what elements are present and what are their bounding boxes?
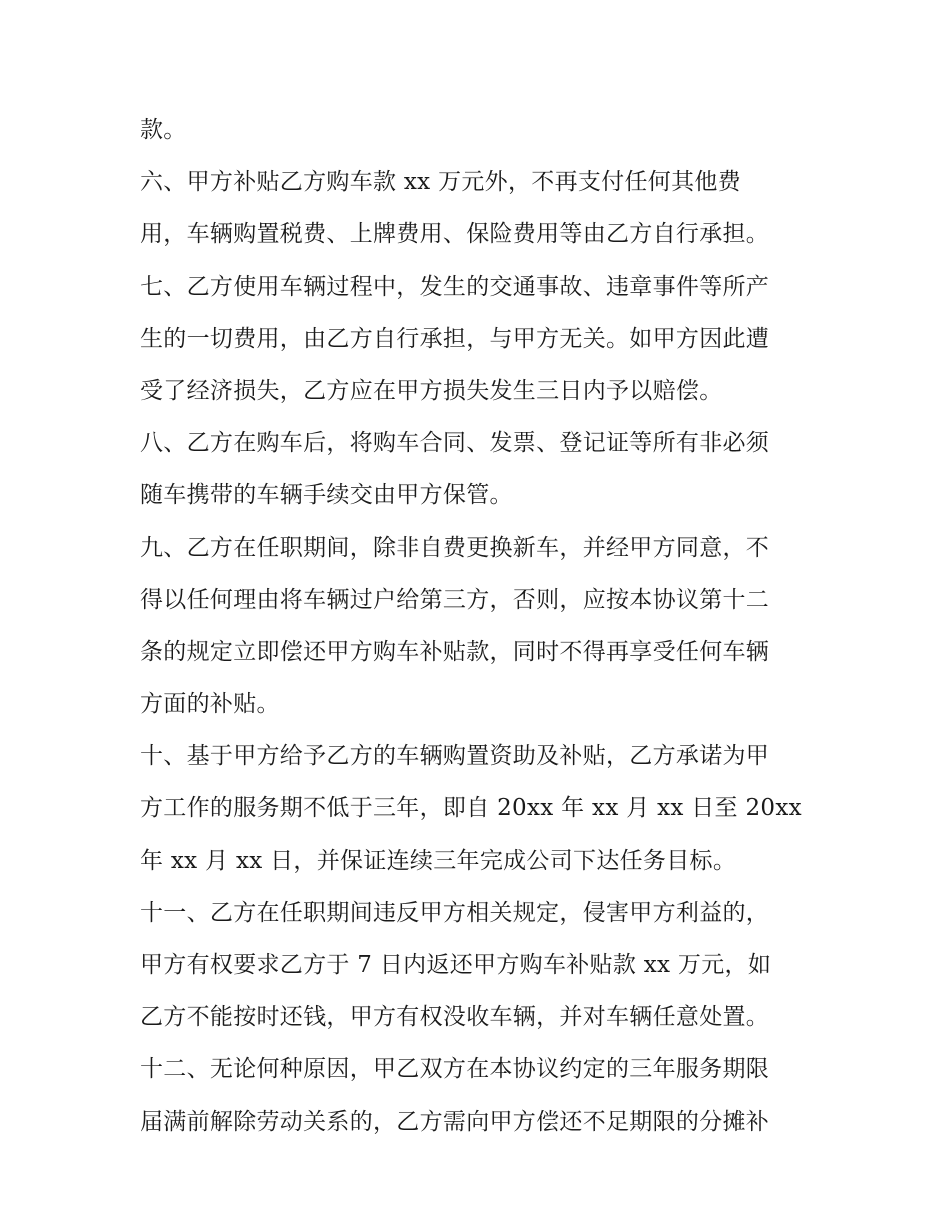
text-line-6: 受了经济损失，乙方应在甲方损失发生三日内予以赔偿。 — [140, 377, 723, 404]
text-line-7: 八、乙方在购车后，将购车合同、发票、登记证等所有非必须 — [140, 430, 770, 457]
text-line-4: 七、乙方使用车辆过程中，发生的交通事故、违章事件等所产 — [140, 273, 770, 300]
text-line-3: 用，车辆购置税费、上牌费用、保险费用等由乙方自行承担。 — [140, 221, 770, 248]
text-line-14: 方工作的服务期不低于三年，即自 20xx 年 xx 月 xx 日至 20xx — [140, 795, 802, 822]
text-line-17: 甲方有权要求乙方于 7 日内返还甲方购车补贴款 xx 万元，如 — [140, 952, 772, 978]
text-line-11: 条的规定立即偿还甲方购车补贴款，同时不得再享受任何车辆 — [140, 638, 770, 665]
text-line-13: 十、基于甲方给予乙方的车辆购置资助及补贴，乙方承诺为甲 — [140, 743, 770, 770]
text-line-19: 十二、无论何种原因，甲乙双方在本协议约定的三年服务期限 — [140, 1056, 770, 1083]
text-line-8: 随车携带的车辆手续交由甲方保管。 — [140, 482, 513, 509]
text-line-10: 得以任何理由将车辆过户给第三方，否则，应按本协议第十二 — [140, 586, 770, 613]
text-line-1: 款。 — [140, 117, 187, 143]
text-line-20: 届满前解除劳动关系的，乙方需向甲方偿还不足期限的分摊补 — [140, 1108, 770, 1135]
text-line-18: 乙方不能按时还钱，甲方有权没收车辆，并对车辆任意处置。 — [140, 1004, 770, 1031]
document-body — [140, 104, 820, 1148]
text-line-15: 年 xx 月 xx 日，并保证连续三年完成公司下达任务目标。 — [140, 847, 737, 874]
text-line-16: 十一、乙方在任职期间违反甲方相关规定，侵害甲方利益的， — [140, 899, 770, 926]
text-line-5: 生的一切费用，由乙方自行承担，与甲方无关。如甲方因此遭 — [140, 325, 770, 352]
text-line-2: 六、甲方补贴乙方购车款 xx 万元外，不再支付任何其他费 — [140, 169, 741, 196]
text-line-12: 方面的补贴。 — [140, 691, 280, 718]
text-line-9: 九、乙方在任职期间，除非自费更换新车，并经甲方同意，不 — [140, 534, 770, 561]
